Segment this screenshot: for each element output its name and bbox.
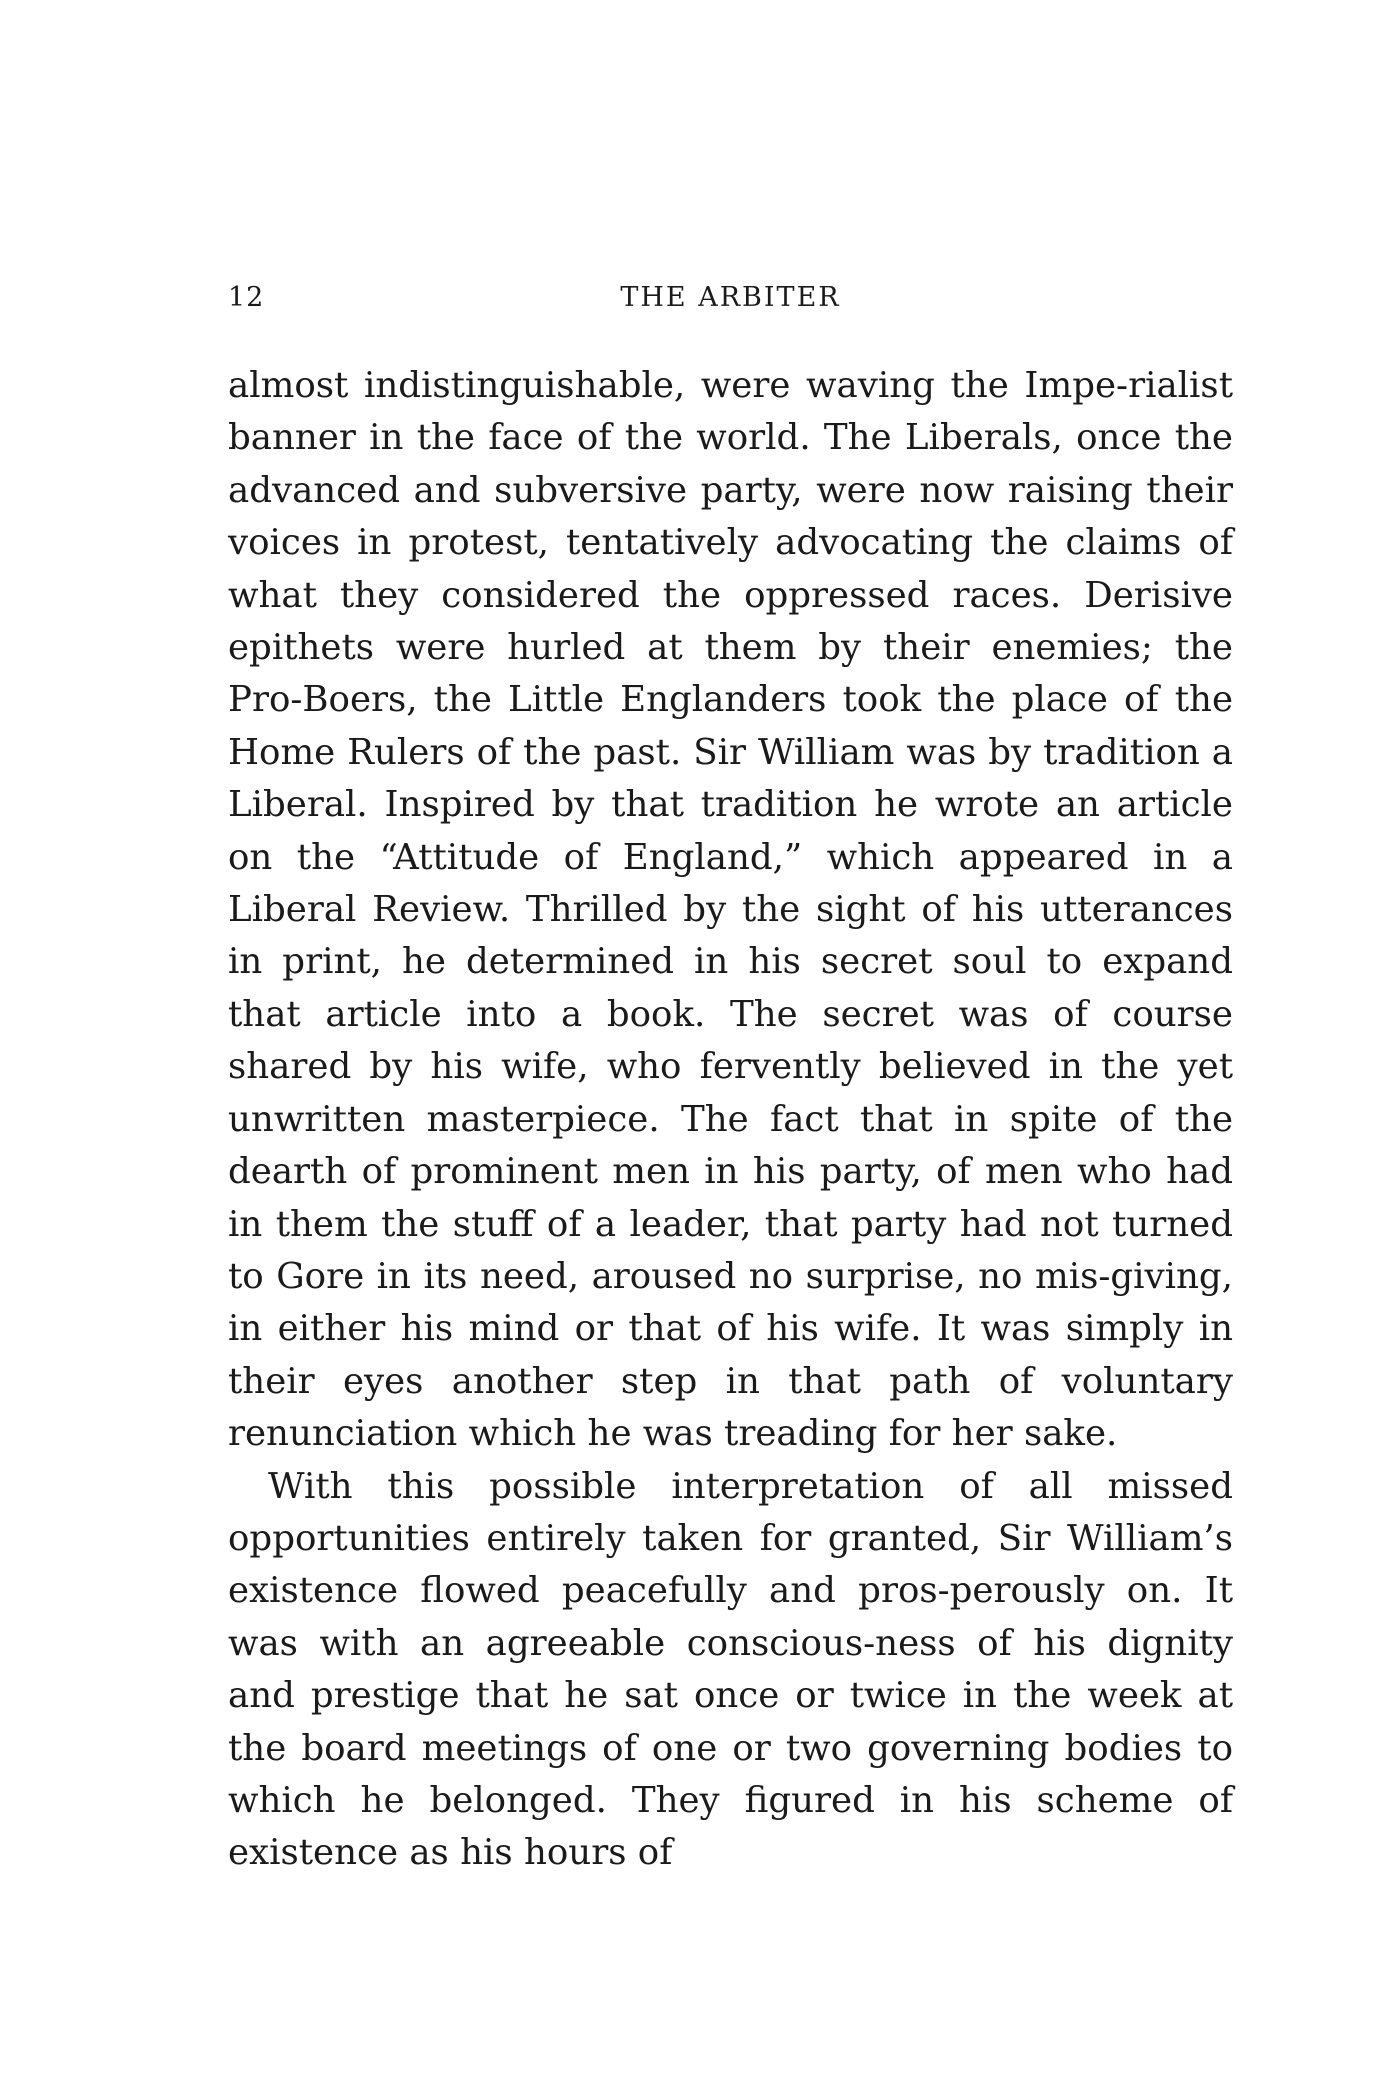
paragraph-continued: almost indistinguishable, were waving the Impe-rialist banner in the face of the world. The Liberals, once the advanced and subversive party, were now raising their voices in protest, tentatively advocating the claims of what they considered the oppressed races. Derisive epithets were hurled at them by their enemies; the Pro-Boers, the Little Englanders took the place of the Home Rulers of the past. Sir William was by tradition a Liberal. Inspired by that tradition he wrote an article on the “Attitude of England,” which appeared in a Liberal Review. Thrilled by the sight of his utterances in print, he determined in his secret soul to expand that article into a book. The secret was of course shared by his wife, who fervently believed in the yet unwritten masterpiece. The fact that in spite of the dearth of prominent men in his party, of men who had in them the stuff of a leader, that party had not turned to Gore in its need, aroused no surprise, no mis-giving, in either his mind or that of his wife. It was simply in their eyes another step in that path of voluntary renunciation which he was treading for her sake. (228, 365, 1233, 1455)
page-number: 12 (228, 282, 265, 313)
body-text (228, 360, 1233, 1880)
paragraph: With this possible interpretation of all missed opportunities entirely taken for granted, Sir William’s existence flowed peacefully and pros-perously on. It was with an agreeable conscious-ness of his dignity and prestige that he sat once or twice in the week at the board meetings of one or two governing bodies to which he belonged. They figured in his scheme of existence as his hours of (228, 1465, 1233, 1874)
running-title: THE ARBITER (620, 282, 841, 313)
page-header (228, 282, 1233, 322)
